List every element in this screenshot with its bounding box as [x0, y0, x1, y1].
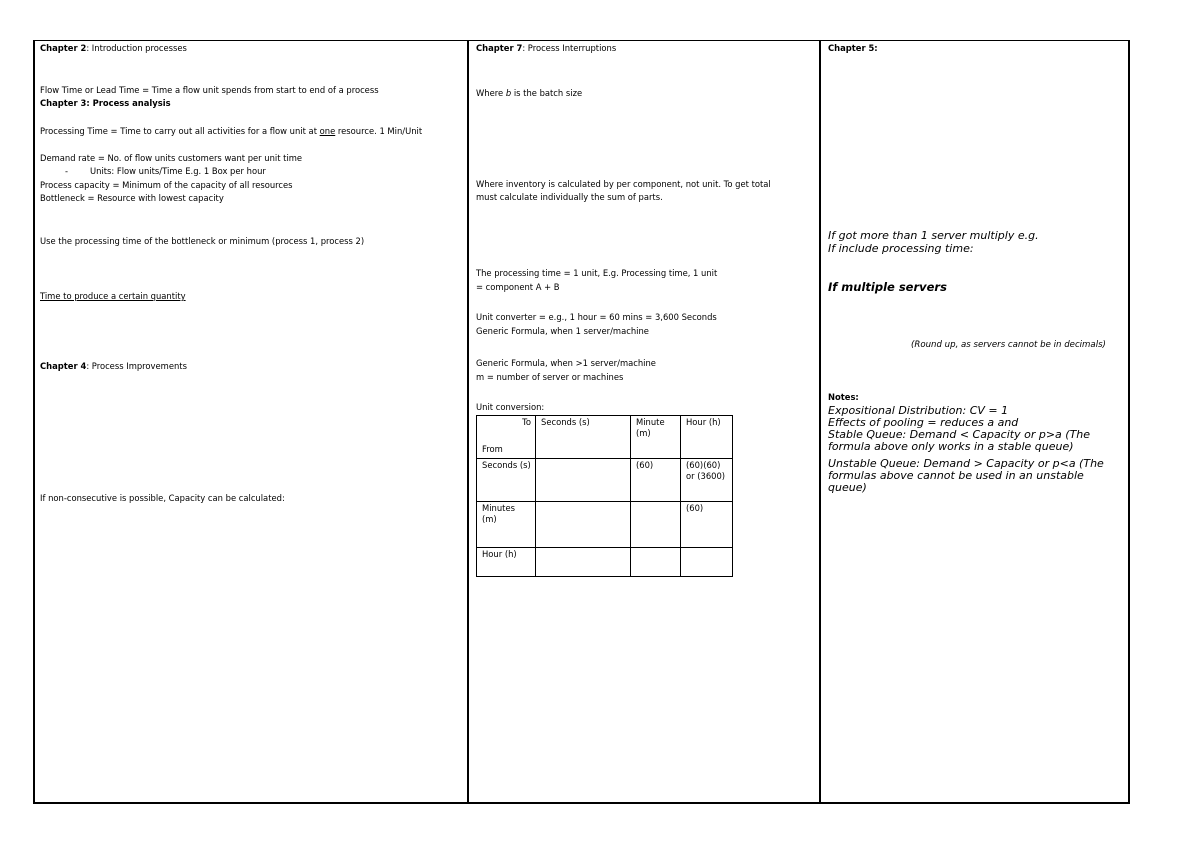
- units-bullet: Units: Flow units/Time E.g. 1 Box per hour: [90, 166, 266, 176]
- notes-line: Stable Queue: Demand < Capacity or p>a (The: [828, 428, 1091, 441]
- table-cell: (60)(60) or (3600): [681, 459, 733, 502]
- chapter-4-heading: [40, 361, 187, 372]
- table-cell: [631, 502, 681, 548]
- multiple-servers-heading: If multiple servers: [828, 280, 947, 294]
- table-header-seconds: Seconds (s): [536, 416, 631, 459]
- table-cell: [681, 548, 733, 577]
- time-to-produce-heading: Time to produce a certain quantity: [40, 291, 186, 301]
- notes-line: Effects of pooling = reduces a and: [828, 416, 1019, 429]
- non-consecutive-note: If non-consecutive is possible, Capacity can be calculated:: [40, 493, 285, 503]
- chapter-5-heading: Chapter 5:: [828, 43, 878, 53]
- table-header-minute: Minute (m): [631, 416, 681, 459]
- table-cell: (60): [631, 459, 681, 502]
- generic-formula-many-servers: Generic Formula, when >1 server/machine: [476, 358, 656, 368]
- chapter-4-title: : Process Improvements: [86, 361, 187, 371]
- table-corner-cell: [477, 416, 536, 459]
- process-capacity-definition: Process capacity = Minimum of the capacity of all resources: [40, 180, 293, 190]
- table-header-from: From: [482, 444, 503, 454]
- unit-conversion-table: [476, 415, 733, 577]
- chapter-7-heading: [476, 43, 616, 54]
- chapter-4-label: Chapter 4: [40, 361, 87, 371]
- notes-line: formulas above cannot be used in an unstable: [828, 469, 1084, 482]
- processing-time-definition: [40, 126, 422, 137]
- bottleneck-definition: Bottleneck = Resource with lowest capacity: [40, 193, 224, 203]
- unit-converter-note: Unit converter = e.g., 1 hour = 60 mins = 3,600 Seconds: [476, 312, 717, 322]
- notes-line: queue): [828, 481, 867, 494]
- table-row: [477, 502, 733, 548]
- generic-formula-one-server: Generic Formula, when 1 server/machine: [476, 326, 649, 336]
- demand-rate-definition: Demand rate = No. of flow units customers want per unit time: [40, 153, 303, 163]
- chapter-7-title: : Process Interruptions: [522, 43, 617, 53]
- include-processing-note: If include processing time:: [828, 242, 974, 255]
- batch-variable: b: [505, 88, 512, 98]
- table-cell: [536, 502, 631, 548]
- notes-line: Expositional Distribution: CV = 1: [828, 404, 1009, 417]
- processing-time-one: one: [319, 126, 336, 136]
- use-processing-time-note: Use the processing time of the bottleneck or minimum (process 1, process 2): [40, 236, 365, 246]
- table-row: [477, 459, 733, 502]
- notes-label: Notes:: [828, 392, 859, 402]
- batch-size-note: [476, 88, 582, 99]
- processing-time-pre: Processing Time = Time to carry out all activities for a flow unit at: [40, 126, 320, 136]
- units-dash: -: [65, 166, 69, 176]
- column-divider-2: [819, 40, 821, 804]
- column-divider-1: [467, 40, 469, 804]
- chapter-3-heading: [40, 98, 171, 109]
- inventory-note-line-2: must calculate individually the sum of parts.: [476, 192, 663, 202]
- notes-line: Unstable Queue: Demand > Capacity or p<a (The: [828, 457, 1104, 470]
- chapter-2-heading: [40, 43, 187, 54]
- batch-pre: Where: [476, 88, 506, 98]
- processing-time-post: resource. 1 Min/Unit: [335, 126, 423, 136]
- table-header-hour: Hour (h): [681, 416, 733, 459]
- unit-conversion-label: Unit conversion:: [476, 402, 545, 412]
- chapter-2-title: : Introduction processes: [86, 43, 187, 53]
- processing-time-unit-line-1: The processing time = 1 unit, E.g. Processing time, 1 unit: [476, 268, 718, 278]
- notes-line: formula above only works in a stable queue): [828, 440, 1074, 453]
- more-servers-note: If got more than 1 server multiply e.g.: [828, 229, 1039, 242]
- round-up-note: (Round up, as servers cannot be in decimals): [911, 340, 1106, 350]
- m-definition: m = number of server or machines: [476, 372, 624, 382]
- table-cell: (60): [681, 502, 733, 548]
- processing-time-unit-line-2: = component A + B: [476, 282, 560, 292]
- table-header-row: [477, 416, 733, 459]
- inventory-note-line-1: Where inventory is calculated by per component, not unit. To get total: [476, 179, 771, 189]
- chapter-7-label: Chapter 7: [476, 43, 523, 53]
- table-cell: [631, 548, 681, 577]
- table-header-to: To: [522, 417, 531, 427]
- row-label-hour: Hour (h): [477, 548, 536, 577]
- row-label-minutes: Minutes (m): [477, 502, 536, 548]
- flow-time-definition: Flow Time or Lead Time = Time a flow unit spends from start to end of a process: [40, 85, 379, 95]
- table-row: [477, 548, 733, 577]
- table-cell: [536, 459, 631, 502]
- chapter-3-label: Chapter 3: [40, 98, 87, 108]
- row-label-seconds: Seconds (s): [477, 459, 536, 502]
- chapter-3-title: : Process analysis: [86, 98, 171, 108]
- chapter-2-label: Chapter 2: [40, 43, 87, 53]
- batch-post: is the batch size: [511, 88, 583, 98]
- table-cell: [536, 548, 631, 577]
